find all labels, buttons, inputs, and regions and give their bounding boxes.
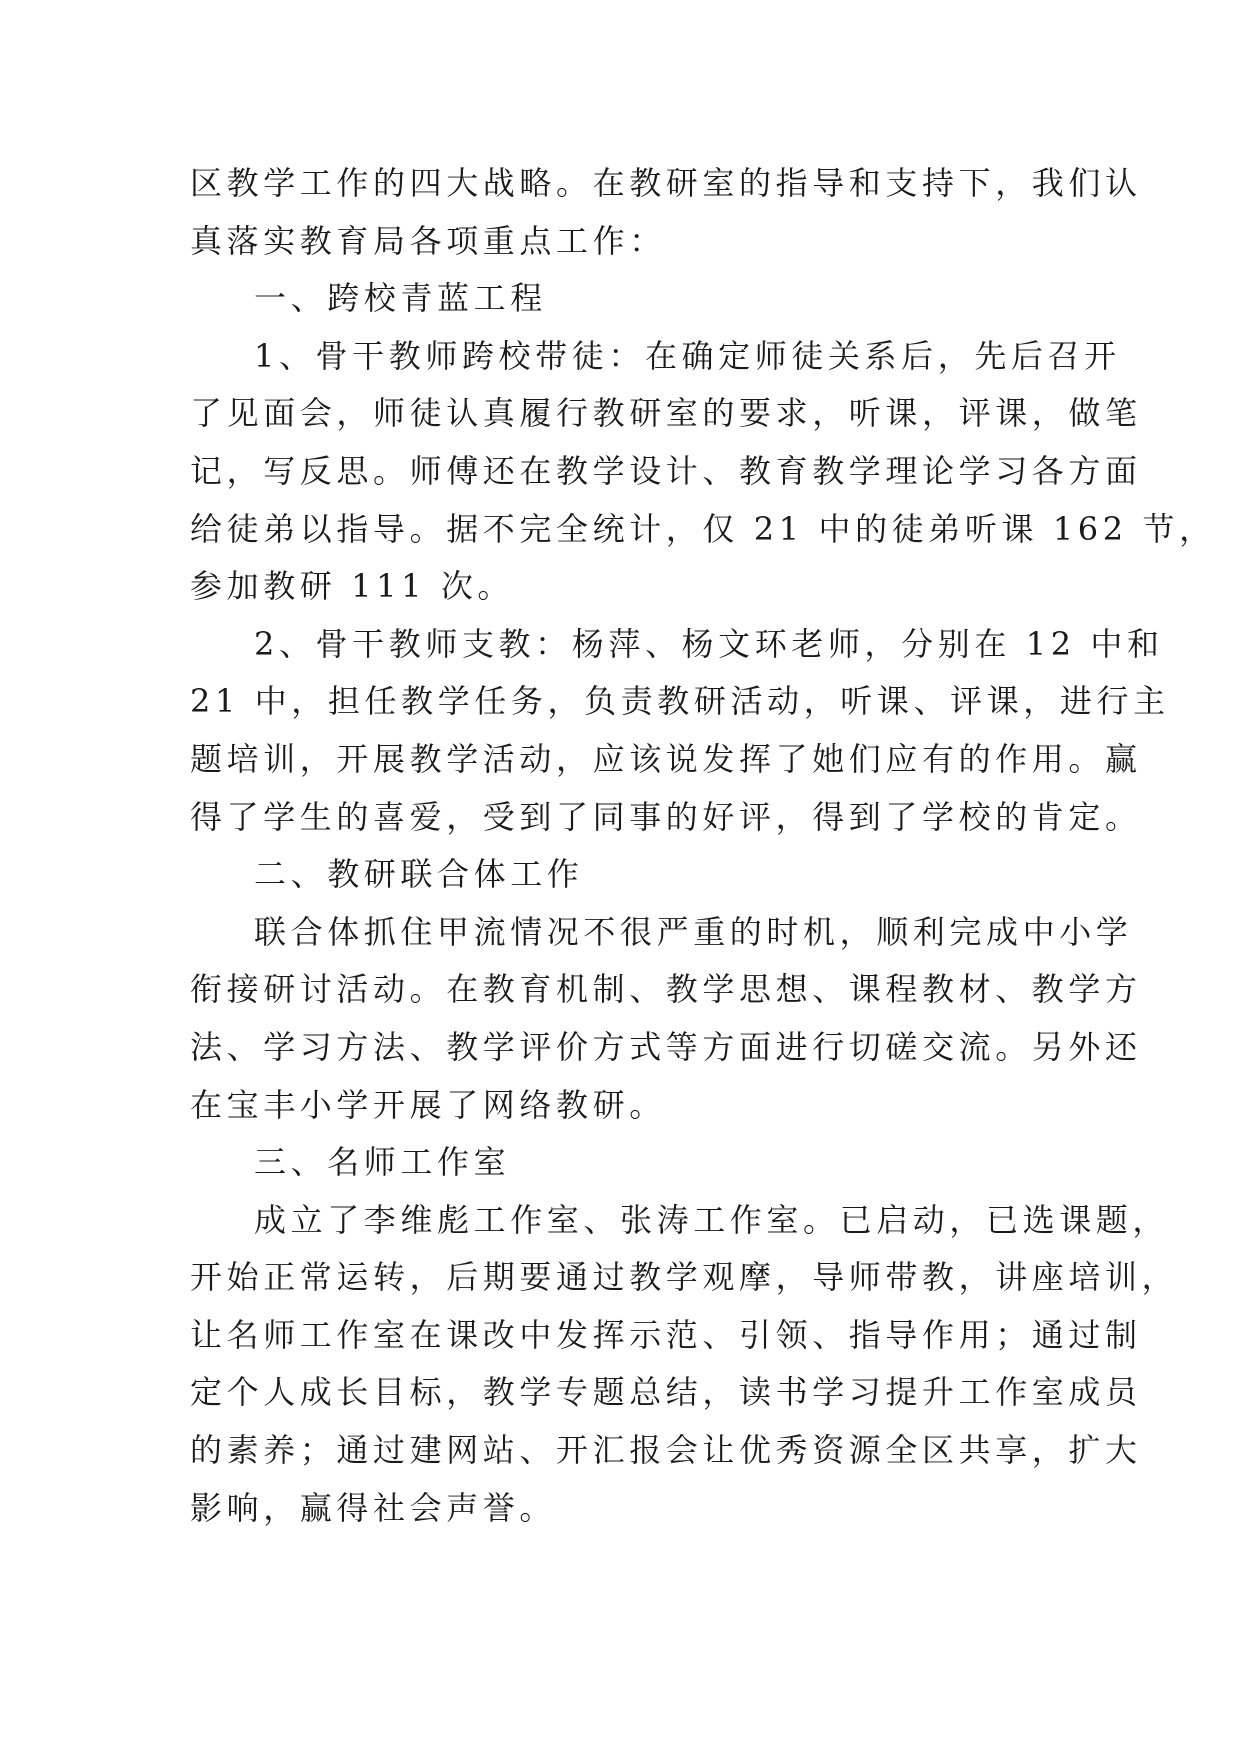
paragraph-consortium xyxy=(190,904,1142,1134)
text-line: 得了学生的喜爱，受到了同事的好评，得到了学校的肯定。 xyxy=(190,797,1142,836)
text-line: 开始正常运转，后期要通过教学观摩，导师带教，讲座培训， xyxy=(190,1258,1179,1297)
text-line: 影响，赢得社会声誉。 xyxy=(190,1488,557,1527)
text-line: 21 中，担任教学任务，负责教研活动，听课、评课，进行主 xyxy=(190,682,1170,721)
heading-text: 一、跨校青蓝工程 xyxy=(254,279,547,318)
text-line: 了见面会，师徒认真履行教研室的要求，听课，评课，做笔 xyxy=(190,394,1142,433)
text-line: 的素养；通过建网站、开汇报会让优秀资源全区共享，扩大 xyxy=(190,1431,1142,1470)
text-line: 衔接研讨活动。在教育机制、教学思想、课程教材、教学方 xyxy=(190,970,1142,1009)
text-line: 真落实教育局各项重点工作： xyxy=(190,221,666,260)
text-line: 给徒弟以指导。据不完全统计，仅 21 中的徒弟听课 162 节， xyxy=(190,509,1216,548)
text-line: 记，写反思。师傅还在教学设计、教育教学理论学习各方面 xyxy=(190,451,1142,490)
document-body xyxy=(190,155,1216,1537)
paragraph-intro xyxy=(190,155,1142,270)
text-line: 1、骨干教师跨校带徒：在确定师徒关系后，先后召开 xyxy=(254,336,1121,375)
text-line: 区教学工作的四大战略。在教研室的指导和支持下，我们认 xyxy=(190,164,1142,202)
paragraph-master-studio xyxy=(190,1192,1179,1538)
text-line: 法、学习方法、教学评价方式等方面进行切磋交流。另外还 xyxy=(190,1027,1142,1066)
section-heading-2 xyxy=(190,846,1060,904)
text-line: 在宝丰小学开展了网络教研。 xyxy=(190,1085,666,1124)
text-line: 题培训，开展教学活动，应该说发挥了她们应有的作用。赢 xyxy=(190,739,1142,778)
paragraph-support-teaching xyxy=(190,616,1170,846)
paragraph-mentoring xyxy=(190,328,1216,616)
heading-text: 二、教研联合体工作 xyxy=(254,855,584,894)
text-line: 参加教研 111 次。 xyxy=(190,567,515,606)
section-heading-3 xyxy=(190,1134,1060,1192)
text-line: 成立了李维彪工作室、张涛工作室。已启动，已选课题， xyxy=(254,1200,1170,1239)
section-heading-1 xyxy=(190,270,1060,328)
text-line: 让名师工作室在课改中发挥示范、引领、指导作用；通过制 xyxy=(190,1315,1142,1354)
text-line: 定个人成长目标，教学专题总结，读书学习提升工作室成员 xyxy=(190,1373,1142,1412)
heading-text: 三、名师工作室 xyxy=(254,1143,511,1182)
text-line: 2、骨干教师支教：杨萍、杨文环老师，分别在 12 中和 xyxy=(254,624,1164,663)
text-line: 联合体抓住甲流情况不很严重的时机，顺利完成中小学 xyxy=(254,912,1133,951)
